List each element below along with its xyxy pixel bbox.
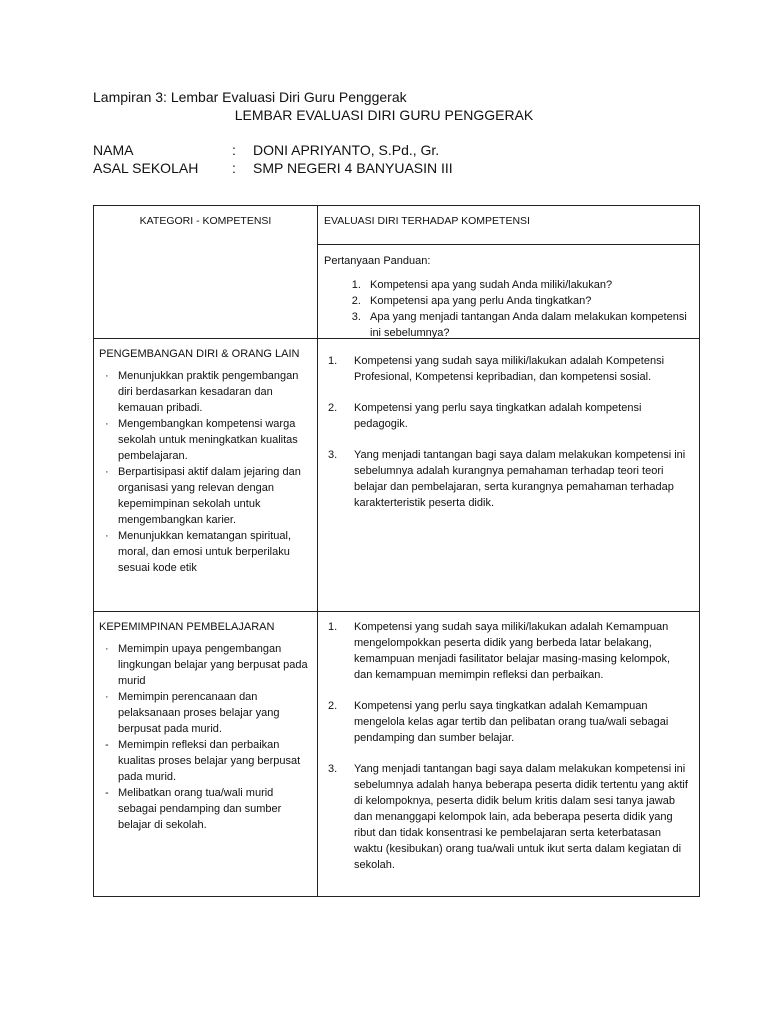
- school-colon: :: [232, 160, 236, 176]
- section-category-cell: [94, 339, 318, 612]
- table-header-row: [94, 206, 700, 245]
- list-item-text: Memimpin perencanaan dan pelaksanaan proses belajar yang berpusat pada murid.: [118, 691, 280, 735]
- answer-item: [326, 400, 689, 432]
- answer-number: 2.: [328, 402, 338, 414]
- competency-list: [94, 641, 317, 833]
- bullet-marker: ·: [105, 691, 109, 703]
- list-item-text: Memimpin refleksi dan perbaikan kualitas proses belajar yang berpusat pada murid.: [118, 739, 301, 783]
- answer-text: Yang menjadi tantangan bagi saya dalam melakukan kompetensi ini sebelumnya adalah hanya beberapa peserta didik tertentu yang aktif di kelompoknya, peserta didik belum kritis dalam sesi tanya jawab dan menanggapi kelompok lain, ada beberapa peserta didik yang ribut dan tidak konsentrasi ke pembelajaran serta keterbatasan waktu (kesibukan) orang tua/wali untuk ikut serta dalam kegiatan di sekolah.: [354, 763, 688, 871]
- section-answer-cell: [318, 612, 700, 897]
- answer-item: [326, 447, 689, 511]
- section-row-learning-leadership: [94, 612, 700, 897]
- list-item: [105, 464, 309, 528]
- bullet-marker: -: [105, 739, 109, 751]
- appendix-title: Lampiran 3: Lembar Evaluasi Diri Guru Penggerak: [93, 89, 407, 105]
- answer-text: Kompetensi yang perlu saya tingkatkan adalah Kemampuan mengelola kelas agar tertib dan pelibatan orang tua/wali sebagai pendamping dan sumber belajar.: [354, 700, 669, 744]
- list-item: [105, 689, 309, 737]
- list-item-text: Menunjukkan kematangan spiritual, moral, dan emosi untuk berperilaku sesuai kode etik: [118, 530, 292, 574]
- answer-item: [326, 698, 689, 746]
- header-cell-category: [94, 206, 318, 339]
- name-value: DONI APRIYANTO, S.Pd., Gr.: [253, 142, 440, 158]
- answer-text: Kompetensi yang perlu saya tingkatkan adalah kompetensi pedagogik.: [354, 402, 642, 430]
- answer-number: 3.: [328, 449, 338, 461]
- answer-number: 1.: [328, 621, 338, 633]
- bullet-marker: -: [105, 787, 109, 799]
- evaluation-table: [93, 205, 700, 897]
- header-evaluation-label: EVALUASI DIRI TERHADAP KOMPETENSI: [324, 215, 530, 227]
- answer-text: Kompetensi yang sudah saya miliki/lakukan adalah Kompetensi Profesional, Kompetensi kepribadian, dan kompetensi sosial.: [354, 355, 665, 383]
- bullet-marker: ·: [105, 370, 109, 382]
- answer-text: Kompetensi yang sudah saya miliki/lakukan adalah Kemampuan mengelompokkan peserta didik yang berbeda latar belakang, kemampuan menjadi fasilitator belajar masing-masing kelompok, dan kemampuan memimpin refleksi dan perbaikan.: [354, 621, 671, 681]
- answer-item: [326, 619, 689, 683]
- section-title: KEPEMIMPINAN PEMBELAJARAN: [99, 621, 275, 633]
- list-item-text: Mengembangkan kompetensi warga sekolah untuk meningkatkan kualitas pembelajaran.: [118, 418, 298, 462]
- section-title: PENGEMBANGAN DIRI & ORANG LAIN: [99, 348, 300, 360]
- list-item-text: Melibatkan orang tua/wali murid sebagai pendamping dan sumber belajar di sekolah.: [118, 787, 282, 831]
- header-cell-evaluation: [318, 206, 700, 245]
- school-label: ASAL SEKOLAH: [93, 160, 199, 176]
- answer-item: [326, 353, 689, 385]
- answer-number: 1.: [328, 355, 338, 367]
- guide-question-list: [324, 277, 691, 341]
- list-item: [105, 737, 309, 785]
- guide-question: 2. Kompetensi apa yang perlu Anda tingkatkan?: [364, 293, 691, 309]
- name-colon: :: [232, 142, 236, 158]
- competency-list: [94, 368, 317, 576]
- header-category-label: KATEGORI - KOMPETENSI: [139, 215, 272, 227]
- guide-question: 3. Apa yang menjadi tantangan Anda dalam melakukan kompetensi ini sebelumnya?: [364, 309, 691, 341]
- section-row-self-development: [94, 339, 700, 612]
- list-item: [105, 416, 309, 464]
- guide-cell: [318, 245, 700, 339]
- name-label: NAMA: [93, 142, 134, 158]
- bullet-marker: ·: [105, 418, 109, 430]
- list-item: [105, 368, 309, 416]
- list-item-text: Memimpin upaya pengembangan lingkungan belajar yang berpusat pada murid: [118, 643, 308, 687]
- list-item-text: Berpartisipasi aktif dalam jejaring dan organisasi yang relevan dengan kepemimpinan sekolah untuk mengembangkan karier.: [118, 466, 301, 526]
- bullet-marker: ·: [105, 643, 109, 655]
- answer-number: 3.: [328, 763, 338, 775]
- section-answer-cell: [318, 339, 700, 612]
- section-category-cell: [94, 612, 318, 897]
- list-item: [105, 641, 309, 689]
- answer-number: 2.: [328, 700, 338, 712]
- bullet-marker: ·: [105, 466, 109, 478]
- document-title: LEMBAR EVALUASI DIRI GURU PENGGERAK: [234, 107, 534, 123]
- school-value: SMP NEGERI 4 BANYUASIN III: [253, 160, 453, 176]
- answer-item: [326, 761, 689, 873]
- guide-question: 1. Kompetensi apa yang sudah Anda miliki/lakukan?: [364, 277, 691, 293]
- list-item-text: Menunjukkan praktik pengembangan diri berdasarkan kesadaran dan kemauan pribadi.: [118, 370, 299, 414]
- guide-title: Pertanyaan Panduan:: [324, 255, 431, 267]
- bullet-marker: ·: [105, 530, 109, 542]
- list-item: [105, 785, 309, 833]
- answer-text: Yang menjadi tantangan bagi saya dalam melakukan kompetensi ini sebelumnya adalah kurangnya pemahaman terhadap teori teori belajar dan pembelajaran, serta kurangnya pemahaman terhadap karakterteristik peserta didik.: [354, 449, 686, 509]
- list-item: [105, 528, 309, 576]
